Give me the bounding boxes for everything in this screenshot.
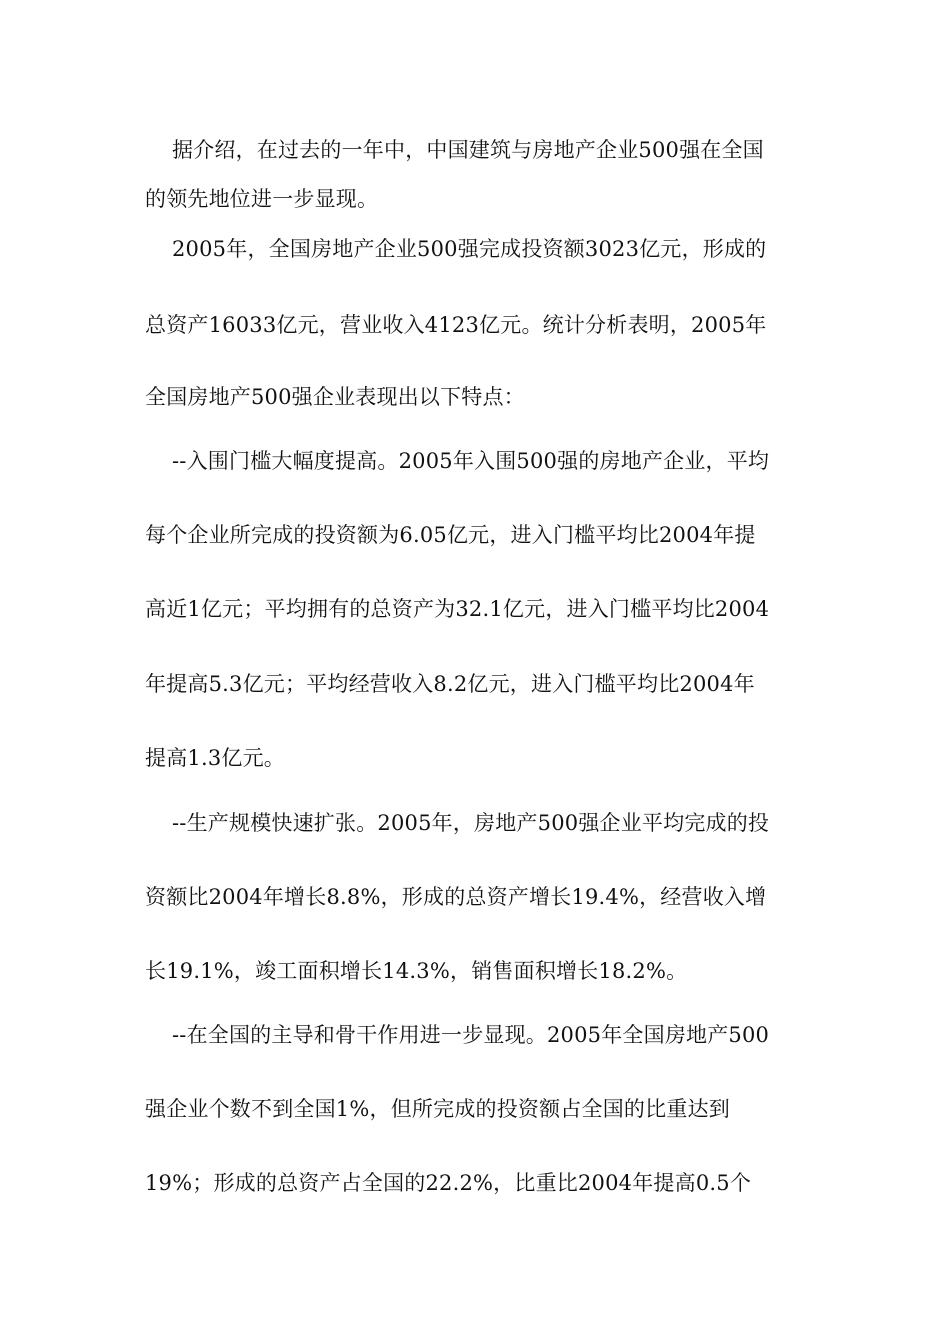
text-line: 每个企业所完成的投资额为6.05亿元，进入门槛平均比2004年提: [145, 523, 756, 547]
text-line: --入围门槛大幅度提高。2005年入围500强的房地产企业，平均: [172, 449, 770, 473]
text-line: 年提高5.3亿元；平均经营收入8.2亿元，进入门槛平均比2004年: [145, 672, 755, 696]
text-line: 提高1.3亿元。: [145, 746, 285, 770]
text-line: 高近1亿元；平均拥有的总资产为32.1亿元，进入门槛平均比2004: [145, 597, 770, 621]
text-line: 资额比2004年增长8.8%，形成的总资产增长19.4%，经营收入增: [145, 885, 767, 909]
text-line: --生产规模快速扩张。2005年，房地产500强企业平均完成的投: [172, 811, 770, 835]
text-line: 总资产16033亿元，营业收入4123亿元。统计分析表明，2005年: [145, 313, 767, 337]
text-line: 据介绍，在过去的一年中，中国建筑与房地产企业500强在全国: [172, 138, 764, 162]
text-line: 2005年，全国房地产企业500强完成投资额3023亿元，形成的: [172, 237, 767, 261]
text-line: 的领先地位进一步显现。: [145, 187, 379, 211]
text-line: 长19.1%，竣工面积增长14.3%，销售面积增长18.2%。: [145, 959, 688, 983]
text-line: --在全国的主导和骨干作用进一步显现。2005年全国房地产500: [172, 1023, 770, 1047]
text-line: 全国房地产500强企业表现出以下特点：: [145, 385, 525, 409]
text-line: 19%；形成的总资产占全国的22.2%，比重比2004年提高0.5个: [145, 1171, 752, 1195]
text-line: 强企业个数不到全国1%，但所完成的投资额占全国的比重达到: [145, 1097, 730, 1121]
